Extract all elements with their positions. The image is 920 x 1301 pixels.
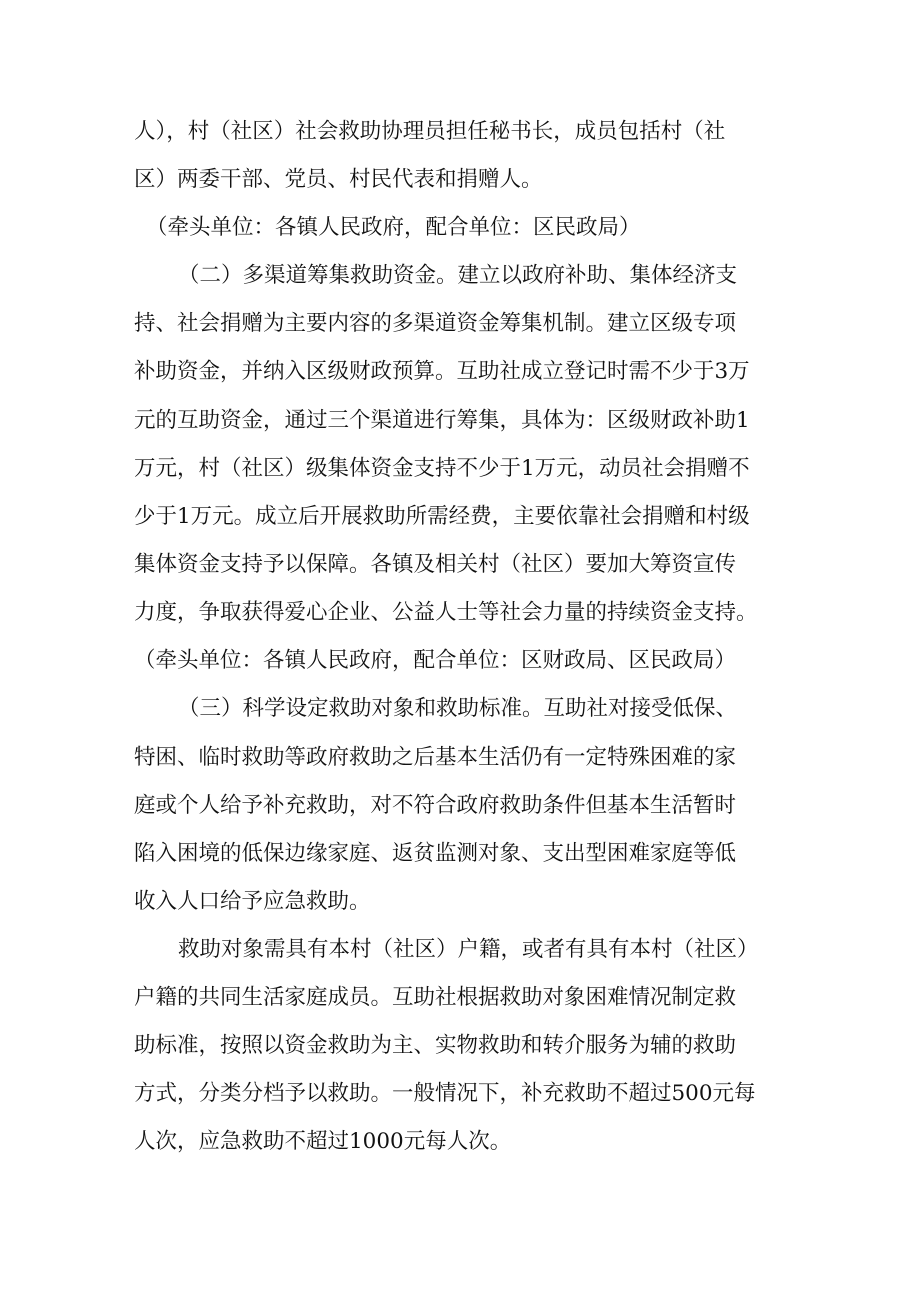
text-line: 特困、临时救助等政府救助之后基本生活仍有一定特殊困难的家 xyxy=(134,745,737,770)
text-line: 少于1万元。成立后开展救助所需经费，主要依靠社会捐赠和村级 xyxy=(134,504,750,529)
text-line: 户籍的共同生活家庭成员。互助社根据救助对象困难情况制定救 xyxy=(134,985,737,1010)
text-line: 补助资金，并纳入区级财政预算。互助社成立登记时需不少于3万 xyxy=(134,359,750,384)
text-line: 人次，应急救助不超过1000元每人次。 xyxy=(134,1129,512,1154)
text-line: （牵头单位：各镇人民政府，配合单位：区财政局、区民政局） xyxy=(134,648,737,673)
text-line: 救助对象需具有本村（社区）户籍，或者有具有本村（社区） xyxy=(178,937,759,962)
text-line: 助标准，按照以资金救助为主、实物救助和转介服务为辅的救助 xyxy=(134,1033,737,1058)
text-line: 方式，分类分档予以救助。一般情况下，补充救助不超过500元每 xyxy=(134,1081,756,1106)
text-line: 元的互助资金，通过三个渠道进行筹集，具体为：区级财政补助1 xyxy=(134,408,750,433)
text-line: 力度，争取获得爱心企业、公益人士等社会力量的持续资金支持。 xyxy=(134,600,758,625)
text-line: （牵头单位：各镇人民政府，配合单位：区民政局） xyxy=(146,215,641,240)
text-line: 庭或个人给予补充救助，对不符合政府救助条件但基本生活暂时 xyxy=(134,793,737,818)
text-line: 收入人口给予应急救助。 xyxy=(134,889,371,914)
text-line: 陷入困境的低保边缘家庭、返贫监测对象、支出型困难家庭等低 xyxy=(134,841,737,866)
text-line: （三）科学设定救助对象和救助标准。互助社对接受低保、 xyxy=(178,696,738,721)
text-line: 区）两委干部、党员、村民代表和捐赠人。 xyxy=(134,167,543,192)
text-line: 集体资金支持予以保障。各镇及相关村（社区）要加大筹资宣传 xyxy=(134,552,737,577)
text-line: 万元，村（社区）级集体资金支持不少于1万元，动员社会捐赠不 xyxy=(134,456,750,481)
text-line: 持、社会捐赠为主要内容的多渠道资金筹集机制。建立区级专项 xyxy=(134,311,737,336)
text-line: 人），村（社区）社会救助协理员担任秘书长，成员包括村（社 xyxy=(134,119,726,144)
text-line: （二）多渠道筹集救助资金。建立以政府补助、集体经济支 xyxy=(178,263,738,288)
